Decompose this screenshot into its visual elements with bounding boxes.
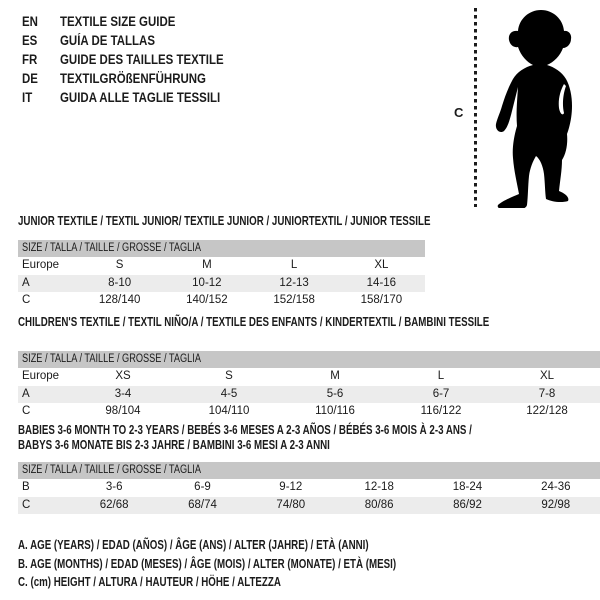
table-title [18, 214, 431, 229]
table-cell: 98/104 [105, 405, 141, 417]
table-cell: S [225, 370, 233, 382]
table-row [18, 292, 425, 310]
language-title: GUIDE DES TAILLES TEXTILE [60, 52, 224, 67]
table-cell: 12-18 [364, 481, 394, 493]
table-row [18, 403, 600, 421]
table-rows [18, 257, 425, 310]
table-row [18, 257, 425, 275]
table-row [18, 497, 600, 515]
language-code: EN [22, 14, 38, 29]
table-cell: 158/170 [360, 294, 403, 306]
table-row [18, 386, 600, 404]
table-cell: 128/140 [98, 294, 141, 306]
language-code: FR [22, 52, 38, 67]
babies-textile-table [18, 423, 600, 514]
language-title: GUÍA DE TALLAS [60, 33, 155, 48]
table-cell: 9-12 [279, 481, 303, 493]
row-label: A [22, 276, 30, 289]
table-cell: XL [374, 259, 389, 271]
table-row [18, 479, 600, 497]
table-title [18, 423, 600, 453]
table-cell: 86/92 [453, 498, 482, 511]
table-title-line [18, 438, 600, 453]
table-cell: 4-5 [220, 387, 238, 400]
language-row [22, 69, 253, 88]
row-label: B [22, 481, 30, 493]
size-header-text: SIZE / TALLA / TAILLE / GRÖSSE / TAGLIA [22, 464, 201, 476]
language-code-wrap [22, 31, 60, 50]
table-cell: 10-12 [192, 276, 222, 289]
table-cell: 104/110 [208, 405, 250, 417]
table-cell: L [437, 370, 445, 382]
language-code: ES [22, 33, 38, 48]
table-title-text: BABYS 3-6 MONATE BIS 2-3 JAHRE / BAMBINI 3-6 MESI A 2-3 ANNI [18, 438, 330, 452]
table-cell: 80/86 [364, 498, 394, 511]
table-cell: 24-36 [541, 481, 571, 493]
size-header-bar [18, 462, 600, 479]
table-cell: 74/80 [276, 498, 306, 511]
table-cell: 152/158 [273, 294, 315, 306]
table-cell: 6-9 [194, 481, 211, 493]
table-cell: 116/122 [420, 405, 462, 417]
table-cell: M [330, 370, 340, 382]
row-label: Europe [22, 259, 60, 271]
table-cell: 18-24 [452, 481, 483, 493]
legend-line [18, 536, 503, 555]
row-label: A [22, 387, 30, 400]
table-cell: 3-4 [114, 387, 132, 400]
table-rows [18, 479, 600, 514]
table-title [18, 315, 600, 330]
table-title-line [18, 214, 431, 229]
table-cell: 110/116 [315, 405, 355, 417]
language-title: GUIDA ALLE TAGLIE TESSILI [60, 90, 221, 105]
row-label: C [22, 294, 31, 306]
row-label: C [22, 405, 31, 417]
size-header-bar [18, 351, 600, 368]
table-cell: XL [539, 370, 555, 382]
legend-line-text: B. AGE (MONTHS) / EDAD (MESES) / ÂGE (MOIS) / ALTER (MONATE) / ETÀ (MESI) [18, 556, 397, 571]
language-code: DE [22, 71, 38, 86]
toddler-silhouette-icon [484, 8, 596, 208]
legend [18, 536, 503, 592]
table-cell: M [202, 259, 212, 271]
language-title: TEXTILE SIZE GUIDE [60, 14, 176, 29]
legend-line-text: A. AGE (YEARS) / EDAD (AÑOS) / ÂGE (ANS) / ALTER (JAHRE) / ETÀ (ANNI) [18, 538, 369, 552]
table-cell: 3-6 [105, 481, 123, 493]
table-cell: L [290, 259, 298, 271]
language-code-wrap [22, 50, 60, 69]
language-code-wrap [22, 12, 60, 31]
table-cell: 62/68 [99, 498, 129, 511]
table-title-text: BABIES 3-6 MONTH TO 2-3 YEARS / BEBÉS 3-6 MESES A 2-3 AÑOS / BÉBÉS 3-6 MOIS À 2-3 ANS / [18, 423, 472, 437]
table-cell: 140/152 [186, 294, 228, 306]
language-title: TEXTILGRÖßENFÜHRUNG [60, 71, 206, 86]
table-cell: S [115, 259, 124, 271]
table-title-text: JUNIOR TEXTILE / TEXTIL JUNIOR/ TEXTILE JUNIOR / JUNIORTEXTIL / JUNIOR TESSILE [18, 214, 431, 228]
legend-line [18, 555, 503, 574]
table-cell: 6-7 [432, 387, 450, 400]
legend-line [18, 573, 503, 592]
table-rows [18, 368, 600, 421]
table-cell: 92/98 [541, 498, 571, 511]
size-header-text: SIZE / TALLA / TAILLE / GRÖSSE / TAGLIA [22, 353, 201, 365]
language-row [22, 12, 253, 31]
table-cell: 12-13 [279, 276, 309, 289]
table-cell: 7-8 [538, 387, 556, 400]
table-cell: 68/74 [188, 498, 217, 511]
language-row [22, 50, 253, 69]
legend-line-text: C. (cm) HEIGHT / ALTURA / HAUTEUR / HÖHE / ALTEZZA [18, 575, 281, 589]
language-list [22, 12, 253, 107]
table-row [18, 275, 425, 293]
language-code-wrap [22, 69, 60, 88]
childrens-textile-table [18, 315, 600, 421]
table-cell: XS [115, 370, 131, 382]
language-code: IT [22, 90, 33, 105]
row-label: Europe [22, 370, 60, 382]
language-row [22, 88, 253, 107]
size-header-bar [18, 240, 425, 257]
row-label: C [22, 498, 31, 511]
table-cell: 5-6 [326, 387, 344, 400]
language-code-wrap [22, 88, 60, 107]
table-row [18, 368, 600, 386]
table-cell: 14-16 [366, 276, 397, 289]
language-row [22, 31, 253, 50]
table-title-line [18, 423, 600, 438]
table-cell: 122/128 [526, 405, 568, 417]
table-title-line [18, 315, 600, 330]
table-cell: 8-10 [108, 276, 132, 289]
size-header-text: SIZE / TALLA / TAILLE / GRÖSSE / TAGLIA [22, 242, 201, 254]
height-label-c: C [454, 105, 464, 120]
junior-textile-table [18, 214, 431, 310]
height-measure-dashed-line [474, 8, 477, 207]
table-title-text: CHILDREN'S TEXTILE / TEXTIL NIÑO/A / TEXTILE DES ENFANTS / KINDERTEXTIL / BAMBINI TESSILE [18, 315, 490, 329]
